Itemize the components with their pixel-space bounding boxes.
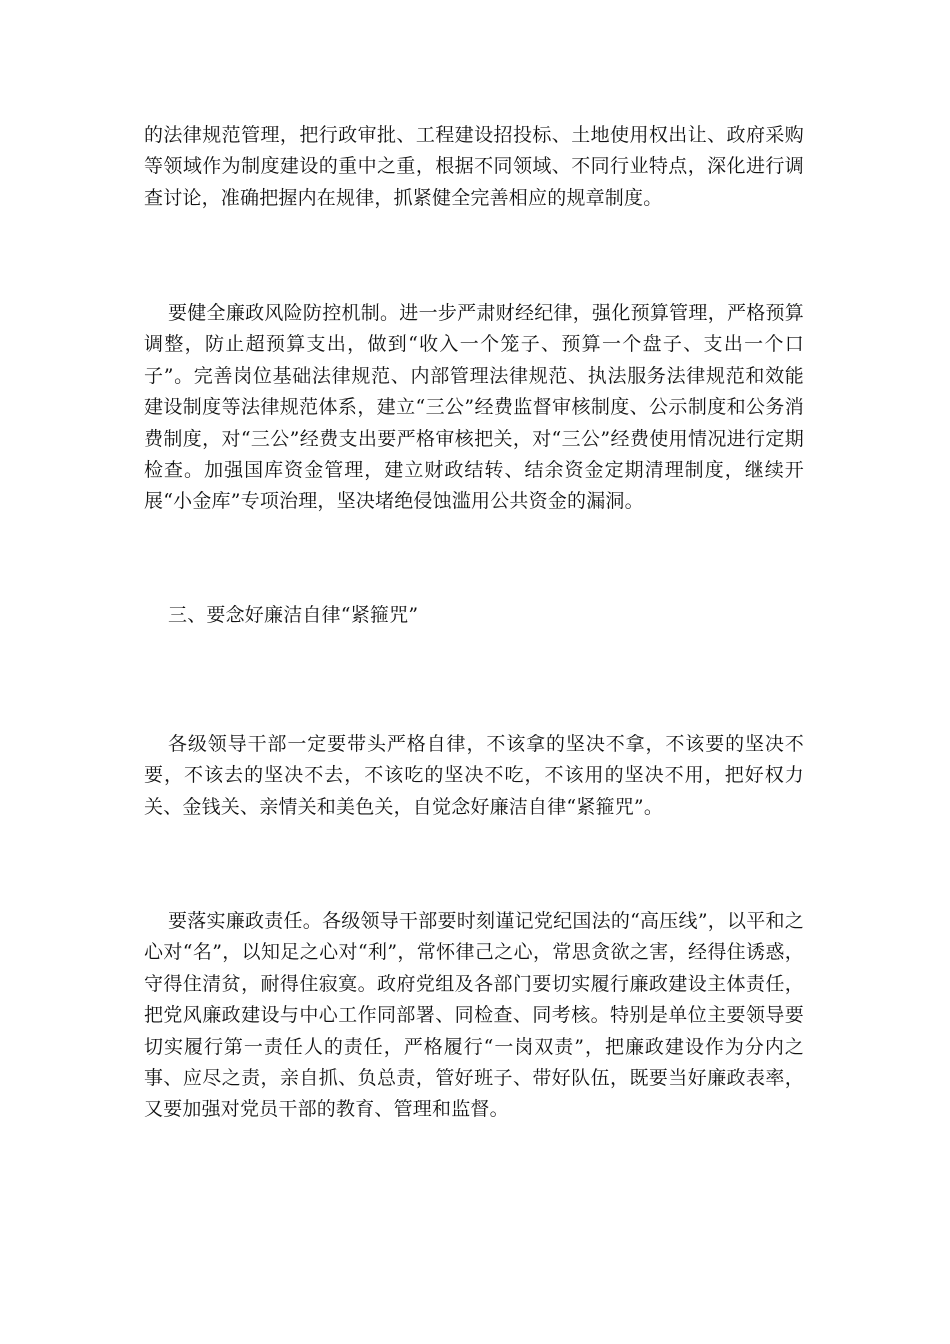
paragraph-regulations-continued: 的法律规范管理，把行政审批、工程建设招投标、土地使用权出让、政府采购等领域作为制度建设的重中之重，根据不同领域、不同行业特点，深化进行调查讨论，准确把握内在规律，抓紧健全完善相应的规章制度。 <box>144 124 804 209</box>
paragraph-leaders-self-discipline: 各级领导干部一定要带头严格自律，不该拿的坚决不拿，不该要的坚决不要，不该去的坚决不去，不该吃的坚决不吃，不该用的坚决不用，把好权力关、金钱关、亲情关和美色关，自觉念好廉洁自律“紧箍咒”。 <box>144 733 804 818</box>
paragraph-integrity-responsibility: 要落实廉政责任。各级领导干部要时刻谨记党纪国法的“高压线”，以平和之心对“名”，以知足之心对“利”，常怀律己之心，常思贪欲之害，经得住诱惑，守得住清贫，耐得住寂寞。政府党组及各部门要切实履行廉政建设主体责任，把党风廉政建设与中心工作同部署、同检查、同考核。特别是单位主要领导要切实履行第一责任人的责任，严格履行“一岗双责”，把廉政建设作为分内之事、应尽之责，亲自抓、负总责，管好班子、带好队伍，既要当好廉政表率，又要加强对党员干部的教育、管理和监督。 <box>144 910 804 1121</box>
paragraph-risk-control: 要健全廉政风险防控机制。进一步严肃财经纪律，强化预算管理，严格预算调整，防止超预算支出，做到“收入一个笼子、预算一个盘子、支出一个口子”。完善岗位基础法律规范、内部管理法律规范、执法服务法律规范和效能建设制度等法律规范体系，建立“三公”经费监督审核制度、公示制度和公务消费制度，对“三公”经费支出要严格审核把关，对“三公”经费使用情况进行定期检查。加强国库资金管理，建立财政结转、结余资金定期清理制度，继续开展“小金库”专项治理，坚决堵绝侵蚀滥用公共资金的漏洞。 <box>144 302 804 513</box>
section-heading-self-discipline: 三、要念好廉洁自律“紧箍咒” <box>168 604 419 626</box>
